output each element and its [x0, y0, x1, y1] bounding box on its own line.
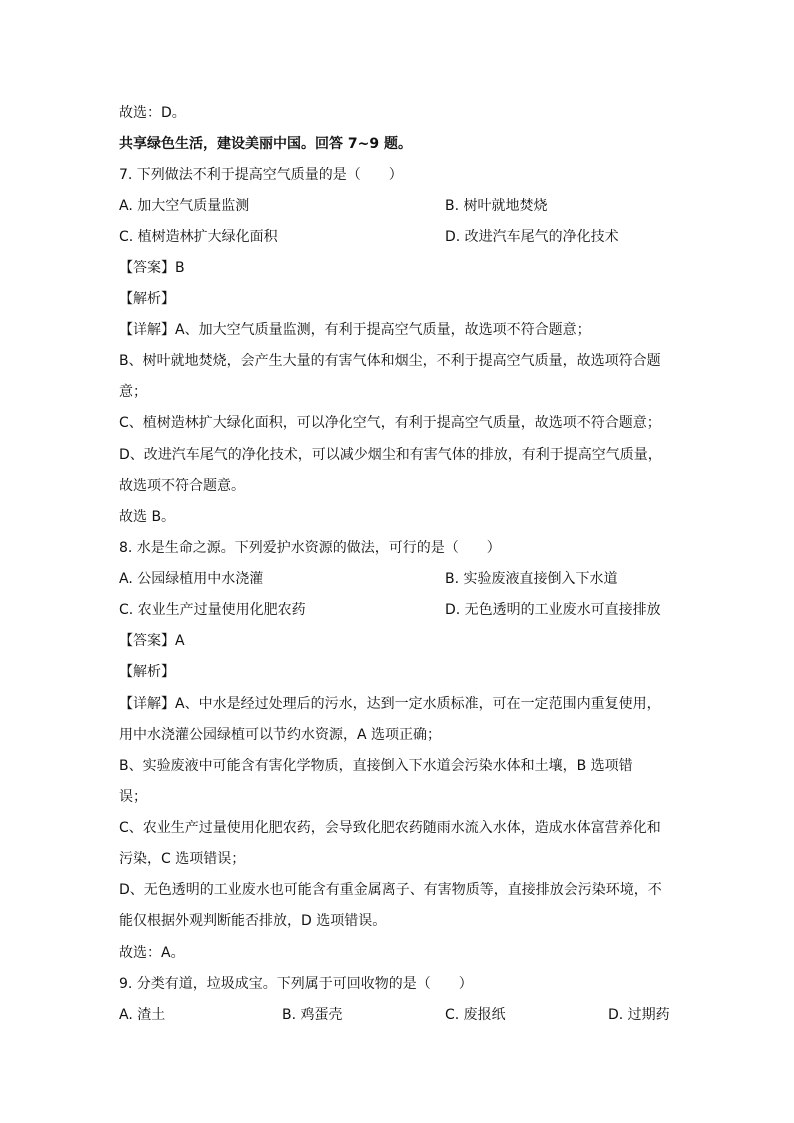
question-7: 7. 下列做法不利于提高空气质量的是（ ）: [119, 167, 403, 183]
explanation-line: D、改进汽车尾气的净化技术，可以减少烟尘和有害气体的排放，有利于提高空气质量，: [119, 447, 662, 463]
explanation-line: 能仅根据外观判断能否排放，D 选项错误。: [119, 913, 387, 929]
option-c: C. 废报纸: [445, 1007, 506, 1023]
explanation-line: B、实验废液中可能含有害化学物质，直接倒入下水道会污染水体和土壤，B 选项错: [119, 758, 633, 774]
explanation-line: C、植树造林扩大绿化面积，可以净化空气，有利于提高空气质量，故选项不符合题意；: [119, 415, 661, 431]
answer-line: 故选：D。: [119, 105, 186, 121]
option-a: A. 渣土: [119, 1007, 166, 1023]
explanation-line: 故选项不符合题意。: [119, 478, 245, 494]
explanation-line: 【详解】A、加大空气质量监测，有利于提高空气质量，故选项不符合题意；: [119, 322, 591, 338]
question-8: 8. 水是生命之源。下列爱护水资源的做法，可行的是（ ）: [119, 540, 501, 556]
option-c: C. 植树造林扩大绿化面积: [119, 229, 278, 245]
explanation-line: 意；: [119, 384, 147, 400]
option-d: D. 过期药: [608, 1007, 670, 1023]
option-b: B. 实验废液直接倒入下水道: [445, 571, 618, 587]
section-heading: 共享绿色生活，建设美丽中国。回答 7~9 题。: [119, 136, 412, 152]
option-a: A. 加大空气质量监测: [119, 198, 250, 214]
answer-line: 故选 B。: [119, 509, 176, 525]
explanation-line: D、无色透明的工业废水也可能含有重金属离子、有害物质等，直接排放会污染环境，不: [119, 882, 662, 898]
option-d: D. 无色透明的工业废水可直接排放: [445, 602, 661, 618]
explanation-line: 用中水浇灌公园绿植可以节约水资源，A 选项正确；: [119, 727, 442, 743]
answer-line: 故选：A。: [119, 945, 185, 961]
answer-label: 【答案】A: [119, 633, 185, 649]
explanation-line: 【详解】A、中水是经过处理后的污水，达到一定水质标准，可在一定范围内重复使用，: [119, 696, 661, 712]
analysis-label: 【解析】: [119, 291, 175, 307]
option-a: A. 公园绿植用中水浇灌: [119, 571, 264, 587]
option-d: D. 改进汽车尾气的净化技术: [445, 229, 619, 245]
answer-label: 【答案】B: [119, 260, 185, 276]
explanation-line: 污染，C 选项错误；: [119, 851, 246, 867]
explanation-line: 误；: [119, 789, 147, 805]
option-c: C. 农业生产过量使用化肥农药: [119, 602, 306, 618]
explanation-line: B、树叶就地焚烧，会产生大量的有害气体和烟尘，不利于提高空气质量，故选项符合题: [119, 353, 661, 369]
option-b: B. 鸡蛋壳: [282, 1007, 343, 1023]
question-9: 9. 分类有道，垃圾成宝。下列属于可回收物的是（ ）: [119, 976, 473, 992]
option-b: B. 树叶就地焚烧: [445, 198, 548, 214]
explanation-line: C、农业生产过量使用化肥农药，会导致化肥农药随雨水流入水体，造成水体富营养化和: [119, 820, 661, 836]
analysis-label: 【解析】: [119, 664, 175, 680]
